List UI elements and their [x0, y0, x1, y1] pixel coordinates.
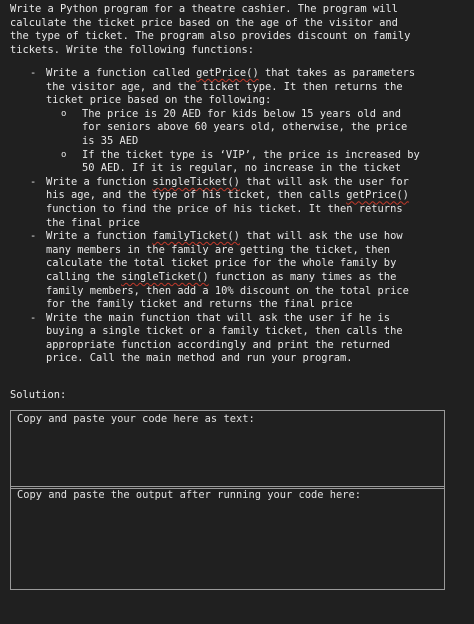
requirement-line — [46, 176, 474, 190]
text-segment: Write a function called — [46, 67, 197, 79]
intro-line: Write a Python program for a theatre cashier. The program will — [10, 3, 398, 15]
requirement-line: for the family ticket and returns the final price — [46, 298, 353, 311]
solution-heading: Solution: — [10, 389, 67, 401]
requirement-line: appropriate function accordingly and print the returned — [46, 338, 391, 351]
intro-line: the type of ticket. The program also provides discount on family — [10, 30, 411, 43]
requirement-line — [46, 230, 474, 244]
function-name: singleTicket() — [121, 270, 209, 283]
requirement-line: price. Call the main method and run your program. — [46, 352, 353, 365]
code-box-label: Copy and paste your code here as text: — [17, 413, 255, 425]
requirement-line: calculate the total ticket price for the whole family by — [46, 257, 397, 270]
requirement-line — [46, 189, 474, 203]
function-name: familyTicket() — [152, 230, 240, 243]
text-segment: Write a function — [46, 175, 153, 188]
requirement-getprice — [0, 67, 474, 176]
rule-line: for seniors above 60 years old, otherwise, the price — [82, 121, 408, 134]
requirement-line — [46, 67, 474, 81]
requirement-familyticket — [0, 230, 474, 312]
price-rule-age — [46, 108, 474, 149]
code-answer-box[interactable] — [10, 410, 445, 489]
requirement-line: Write the main function that will ask the user if he is — [46, 311, 391, 324]
requirement-line: ticket price based on the following: — [46, 94, 272, 107]
text-segment: function as many times as the — [208, 270, 397, 283]
output-answer-box[interactable] — [10, 486, 445, 590]
requirement-line: family members, then add a 10% discount on the total price — [46, 284, 409, 297]
requirement-main — [0, 312, 474, 366]
bullet-marker: - — [30, 175, 37, 188]
requirement-line: buying a single ticket or a family ticket, then calls the — [46, 325, 403, 338]
requirement-singleticket — [0, 176, 474, 230]
text-segment: that will ask the user for — [239, 175, 409, 188]
function-name: singleTicket() — [152, 175, 240, 188]
requirement-line: function to find the price of his ticket. It then returns — [46, 202, 403, 215]
text-segment: his age, and the type of his ticket, then calls — [46, 189, 347, 202]
text-segment: that takes as parameters — [258, 67, 416, 79]
rule-line: The price is 20 AED for kids below 15 years old and — [82, 107, 402, 120]
bullet-marker: - — [30, 311, 37, 324]
price-rule-vip — [46, 149, 474, 176]
output-box-label: Copy and paste the output after running your code here: — [17, 489, 362, 501]
requirement-line: the final price — [46, 216, 140, 229]
requirement-line: the visitor age, and the ticket type. It then returns the — [46, 80, 403, 93]
requirement-line — [46, 271, 474, 285]
function-requirements-list — [0, 67, 474, 366]
rule-line: 50 AED. If it is regular, no increase in the ticket — [82, 162, 402, 175]
text-segment: Write a function — [46, 230, 153, 243]
bullet-marker: - — [30, 67, 37, 79]
intro-line: tickets. Write the following functions: — [10, 43, 254, 56]
function-name: getPrice() — [346, 189, 409, 202]
price-rules-list — [46, 108, 474, 176]
text-segment: that will ask the use how — [239, 230, 403, 243]
intro-line: calculate the ticket price based on the age of the visitor and — [10, 16, 398, 29]
rule-line: If the ticket type is ‘VIP’, the price is increased by — [82, 148, 420, 161]
text-segment: calling the — [46, 270, 122, 283]
requirement-line: many members in the family are getting the ticket, then — [46, 243, 391, 256]
question-intro — [10, 3, 462, 57]
function-name: getPrice() — [196, 67, 259, 79]
sub-bullet-marker: o — [61, 108, 67, 119]
sub-bullet-marker: o — [61, 149, 67, 160]
rule-line: is 35 AED — [82, 134, 139, 147]
bullet-marker: - — [30, 230, 37, 243]
